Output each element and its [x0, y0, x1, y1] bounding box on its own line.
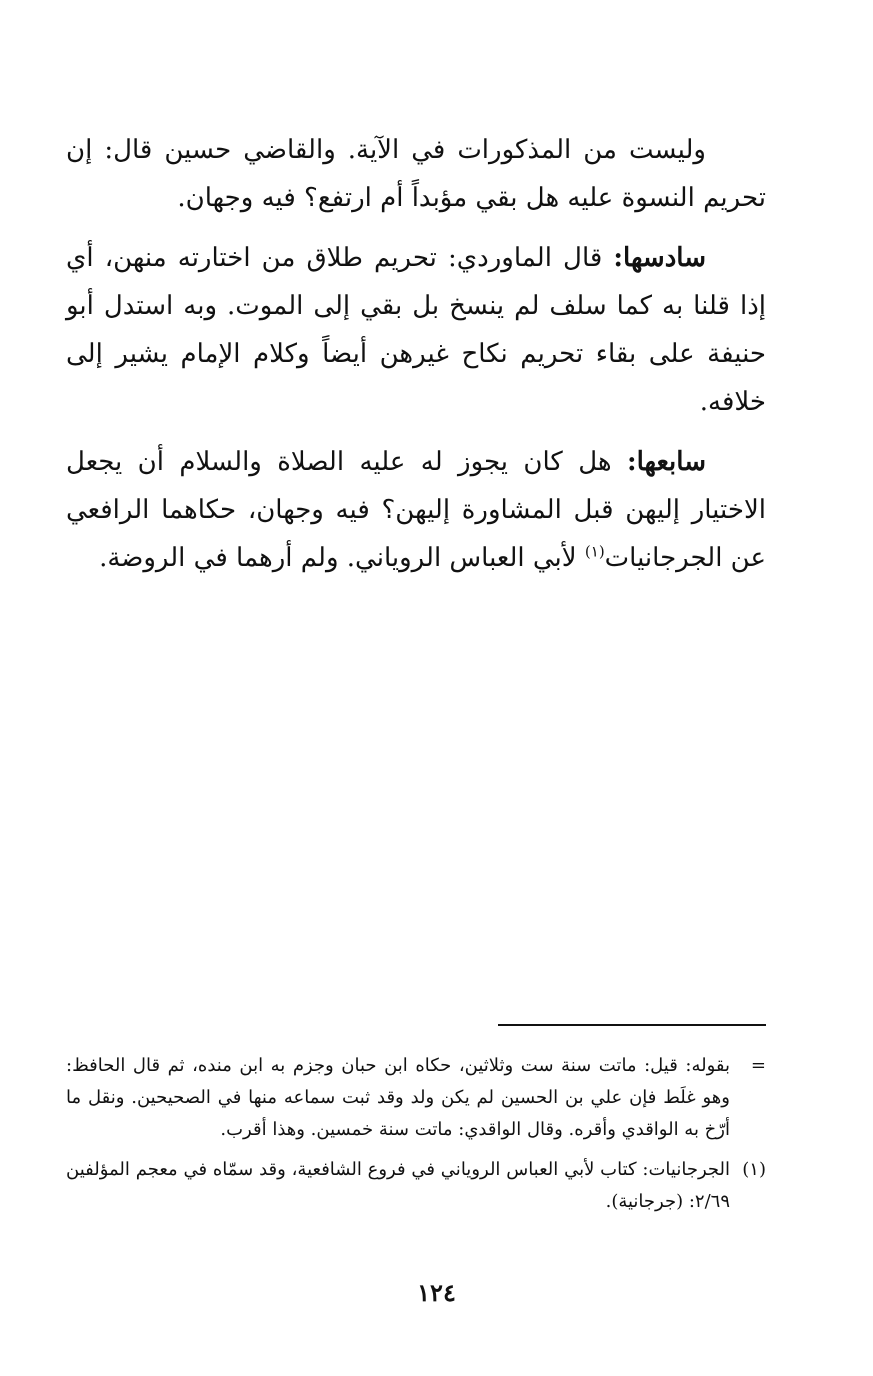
footnote-1 — [66, 1154, 766, 1218]
paragraph-lead: سادسها: — [613, 243, 706, 273]
main-text — [66, 126, 766, 594]
footnote-text: بقوله: قيل: ماتت سنة ست وثلاثين، حكاه ابن حبان وجزم به ابن منده، ثم قال الحافظ: وهو غلَط فإن علي بن الحسين لم يكن ولد وقد ثبت سماعه منها في الصحيحين. ونقل ما أرّخ به الواقدي وأقره. وقال الواقدي: ماتت سنة خمسين. وهذا أقرب. — [66, 1055, 730, 1140]
footnote-divider — [498, 1024, 766, 1026]
paragraph-text: هل كان يجوز له عليه الصلاة والسلام أن يجعل الاختيار إليهن قبل المشاورة إليهن؟ فيه وجهان، حكاهما الرافعي عن الجرجانيات — [66, 447, 766, 573]
paragraph-text-continued: لأبي العباس الروياني. ولم أرهما في الروضة. — [99, 543, 585, 573]
paragraph-text: قال الماوردي: تحريم طلاق من اختارته منهن، أي إذا قلنا به كما سلف لم ينسخ بل بقي إلى الموت. وبه استدل أبو حنيفة على بقاء تحريم نكاح غيرهن أيضاً وكلام الإمام يشير إلى خلافه. — [66, 243, 766, 417]
footnotes-section — [66, 1024, 766, 1226]
paragraph-intro — [66, 126, 766, 222]
footnote-text: الجرجانيات: كتاب لأبي العباس الروياني في فروع الشافعية، وقد سمّاه في معجم المؤلفين ٢/٦٩: (جرجانية). — [66, 1159, 730, 1212]
paragraph-text: وليست من المذكورات في الآية. والقاضي حسين قال: إن تحريم النسوة عليه هل بقي مؤبداً أم ارتفع؟ فيه وجهان. — [66, 135, 766, 213]
footnote-reference[interactable]: (١) — [584, 542, 605, 561]
paragraph-sixth — [66, 234, 766, 426]
paragraph-lead: سابعها: — [627, 447, 706, 477]
footnote-continuation — [66, 1050, 766, 1146]
paragraph-seventh — [66, 438, 766, 582]
footnote-marker: = — [750, 1055, 766, 1076]
footnote-marker: (١) — [742, 1159, 766, 1180]
page-number: ١٢٤ — [417, 1278, 456, 1307]
